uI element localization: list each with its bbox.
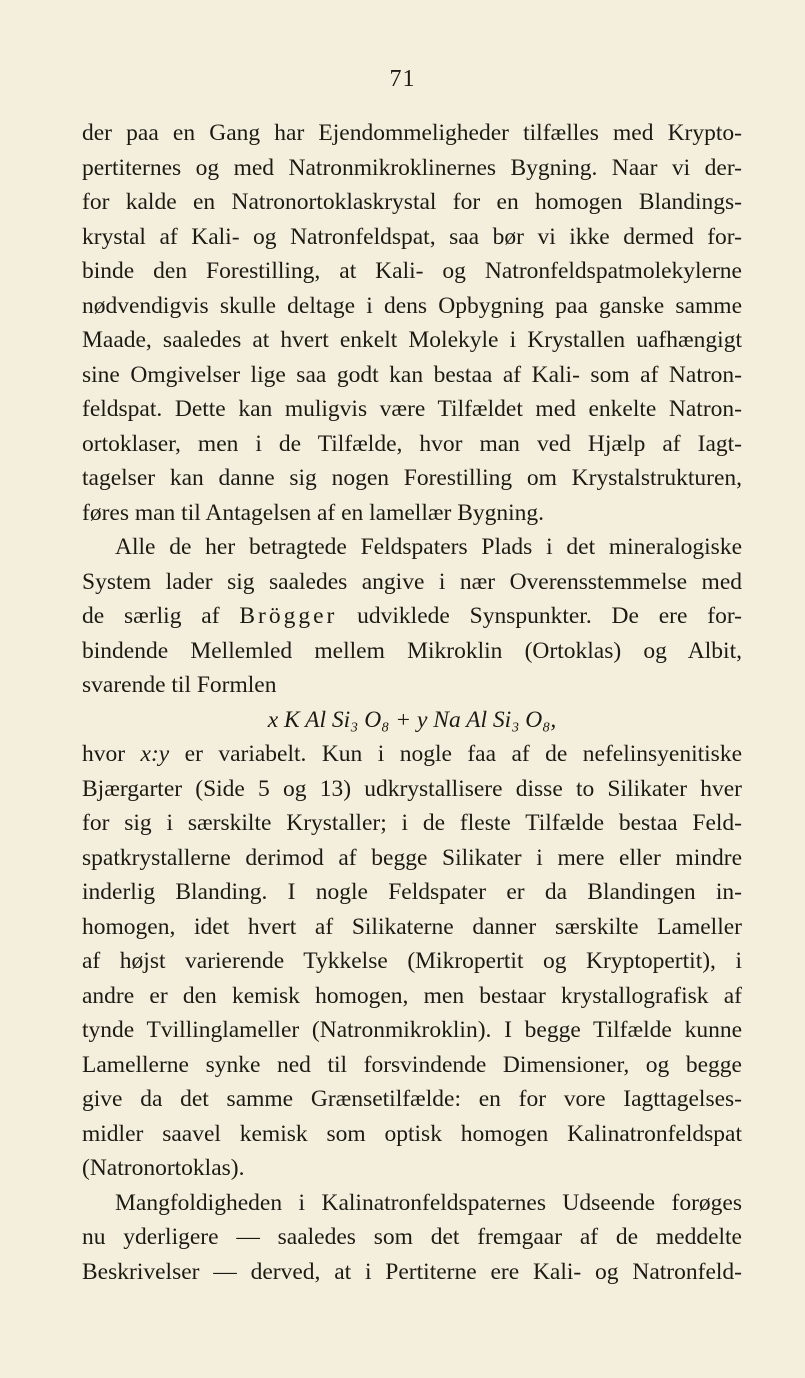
text-line: andre er den kemisk homogen, men bestaar krystallografisk af <box>82 982 742 1009</box>
text-line: Maade, saaledes at hvert enkelt Molekyle i Krystallen uafhængigt <box>82 327 742 353</box>
text-line: homogen, idet hvert af Silikaterne danner særskilte Lameller <box>82 913 742 940</box>
text-line: midler saavel kemisk som optisk homogen Kalinatronfeldspat <box>82 1120 742 1147</box>
text-line: tagelser kan danne sig nogen Forestilling om Krystalstrukturen, <box>82 465 742 491</box>
text-line: tynde Tvillinglameller (Natronmikroklin). I begge Tilfælde kunne <box>82 1017 742 1043</box>
text-line: Lamellerne synke ned til forsvindende Dimensioner, og begge <box>82 1051 742 1078</box>
text-line: der paa en Gang har Ejendommeligheder tilfælles med Krypto- <box>82 120 742 146</box>
page-number: 71 <box>389 66 416 92</box>
text-line: for kalde en Natronortoklaskrystal for en homogen Blandings- <box>82 189 742 215</box>
chemical-formula: x K Al Si₃ O₈ + y Na Al Si₃ O₈, <box>267 706 557 733</box>
text-line: Mangfoldigheden i Kalinatronfeldspaternes Udseende forøges <box>115 1189 742 1216</box>
text-line: Alle de her betragtede Feldspaters Plads i det mineralogiske <box>115 534 742 560</box>
text-line: pertiternes og med Natronmikroklinernes Bygning. Naar vi der- <box>82 154 742 181</box>
text-fragment: de særlig af <box>82 603 220 629</box>
text-line: Bjærgarter (Side 5 og 13) udkrystallisere disse to Silikater hver <box>82 775 742 802</box>
text-line <box>82 599 742 634</box>
text-fragment: udviklede Synspunkter. De ere for- <box>357 603 742 629</box>
text-fragment: hvor <box>82 741 126 767</box>
text-line: System lader sig saaledes angive i nær Overensstemmelse med <box>82 568 742 595</box>
text-fragment: er variabelt. Kun i nogle faa af de nefelinsyenitiske <box>184 741 743 767</box>
text-line: feldspat. Dette kan muligvis være Tilfældet med enkelte Natron- <box>82 396 742 422</box>
text-line: (Natronortoklas). <box>82 1155 245 1181</box>
ratio-variable: x:y <box>140 741 170 767</box>
text-line: svarende til Formlen <box>82 672 277 698</box>
paragraph-2 <box>82 530 742 1186</box>
paragraph-1 <box>82 116 742 530</box>
text-line: spatkrystallerne derimod af begge Silikater i mere eller mindre <box>82 844 742 871</box>
text-line: bindende Mellemled mellem Mikroklin (Ortoklas) og Albit, <box>82 637 742 664</box>
text-line: inderlig Blanding. I nogle Feldspater er da Blandingen in- <box>82 879 742 905</box>
paragraph-3 <box>82 1186 742 1290</box>
text-line: nu yderligere — saaledes som det fremgaar af de meddelte <box>82 1224 742 1250</box>
text-line: binde den Forestilling, at Kali- og Natronfeldspatmolekylerne <box>82 258 742 284</box>
text-line: krystal af Kali- og Natronfeldspat, saa bør vi ikke dermed for- <box>82 223 742 250</box>
text-line: ortoklaser, men i de Tilfælde, hvor man ved Hjælp af Iagt- <box>82 430 742 457</box>
text-line: Beskrivelser — derved, at i Pertiterne ere Kali- og Natronfeld- <box>82 1258 742 1285</box>
text-line: nødvendigvis skulle deltage i dens Opbygning paa ganske samme <box>82 292 742 319</box>
body-text <box>82 116 742 1289</box>
text-line: føres man til Antagelsen af en lamellær Bygning. <box>82 499 545 526</box>
text-line <box>82 737 742 772</box>
text-line: give da det samme Grænsetilfælde: en for vore Iagttagelses- <box>82 1086 742 1112</box>
text-line: sine Omgivelser lige saa godt kan bestaa af Kali- som af Natron- <box>82 361 742 388</box>
text-line: for sig i særskilte Krystaller; i de fleste Tilfælde bestaa Feld- <box>82 810 742 836</box>
author-name: Brögger <box>239 603 338 629</box>
text-line: af højst varierende Tykkelse (Mikropertit og Kryptopertit), i <box>82 948 742 974</box>
